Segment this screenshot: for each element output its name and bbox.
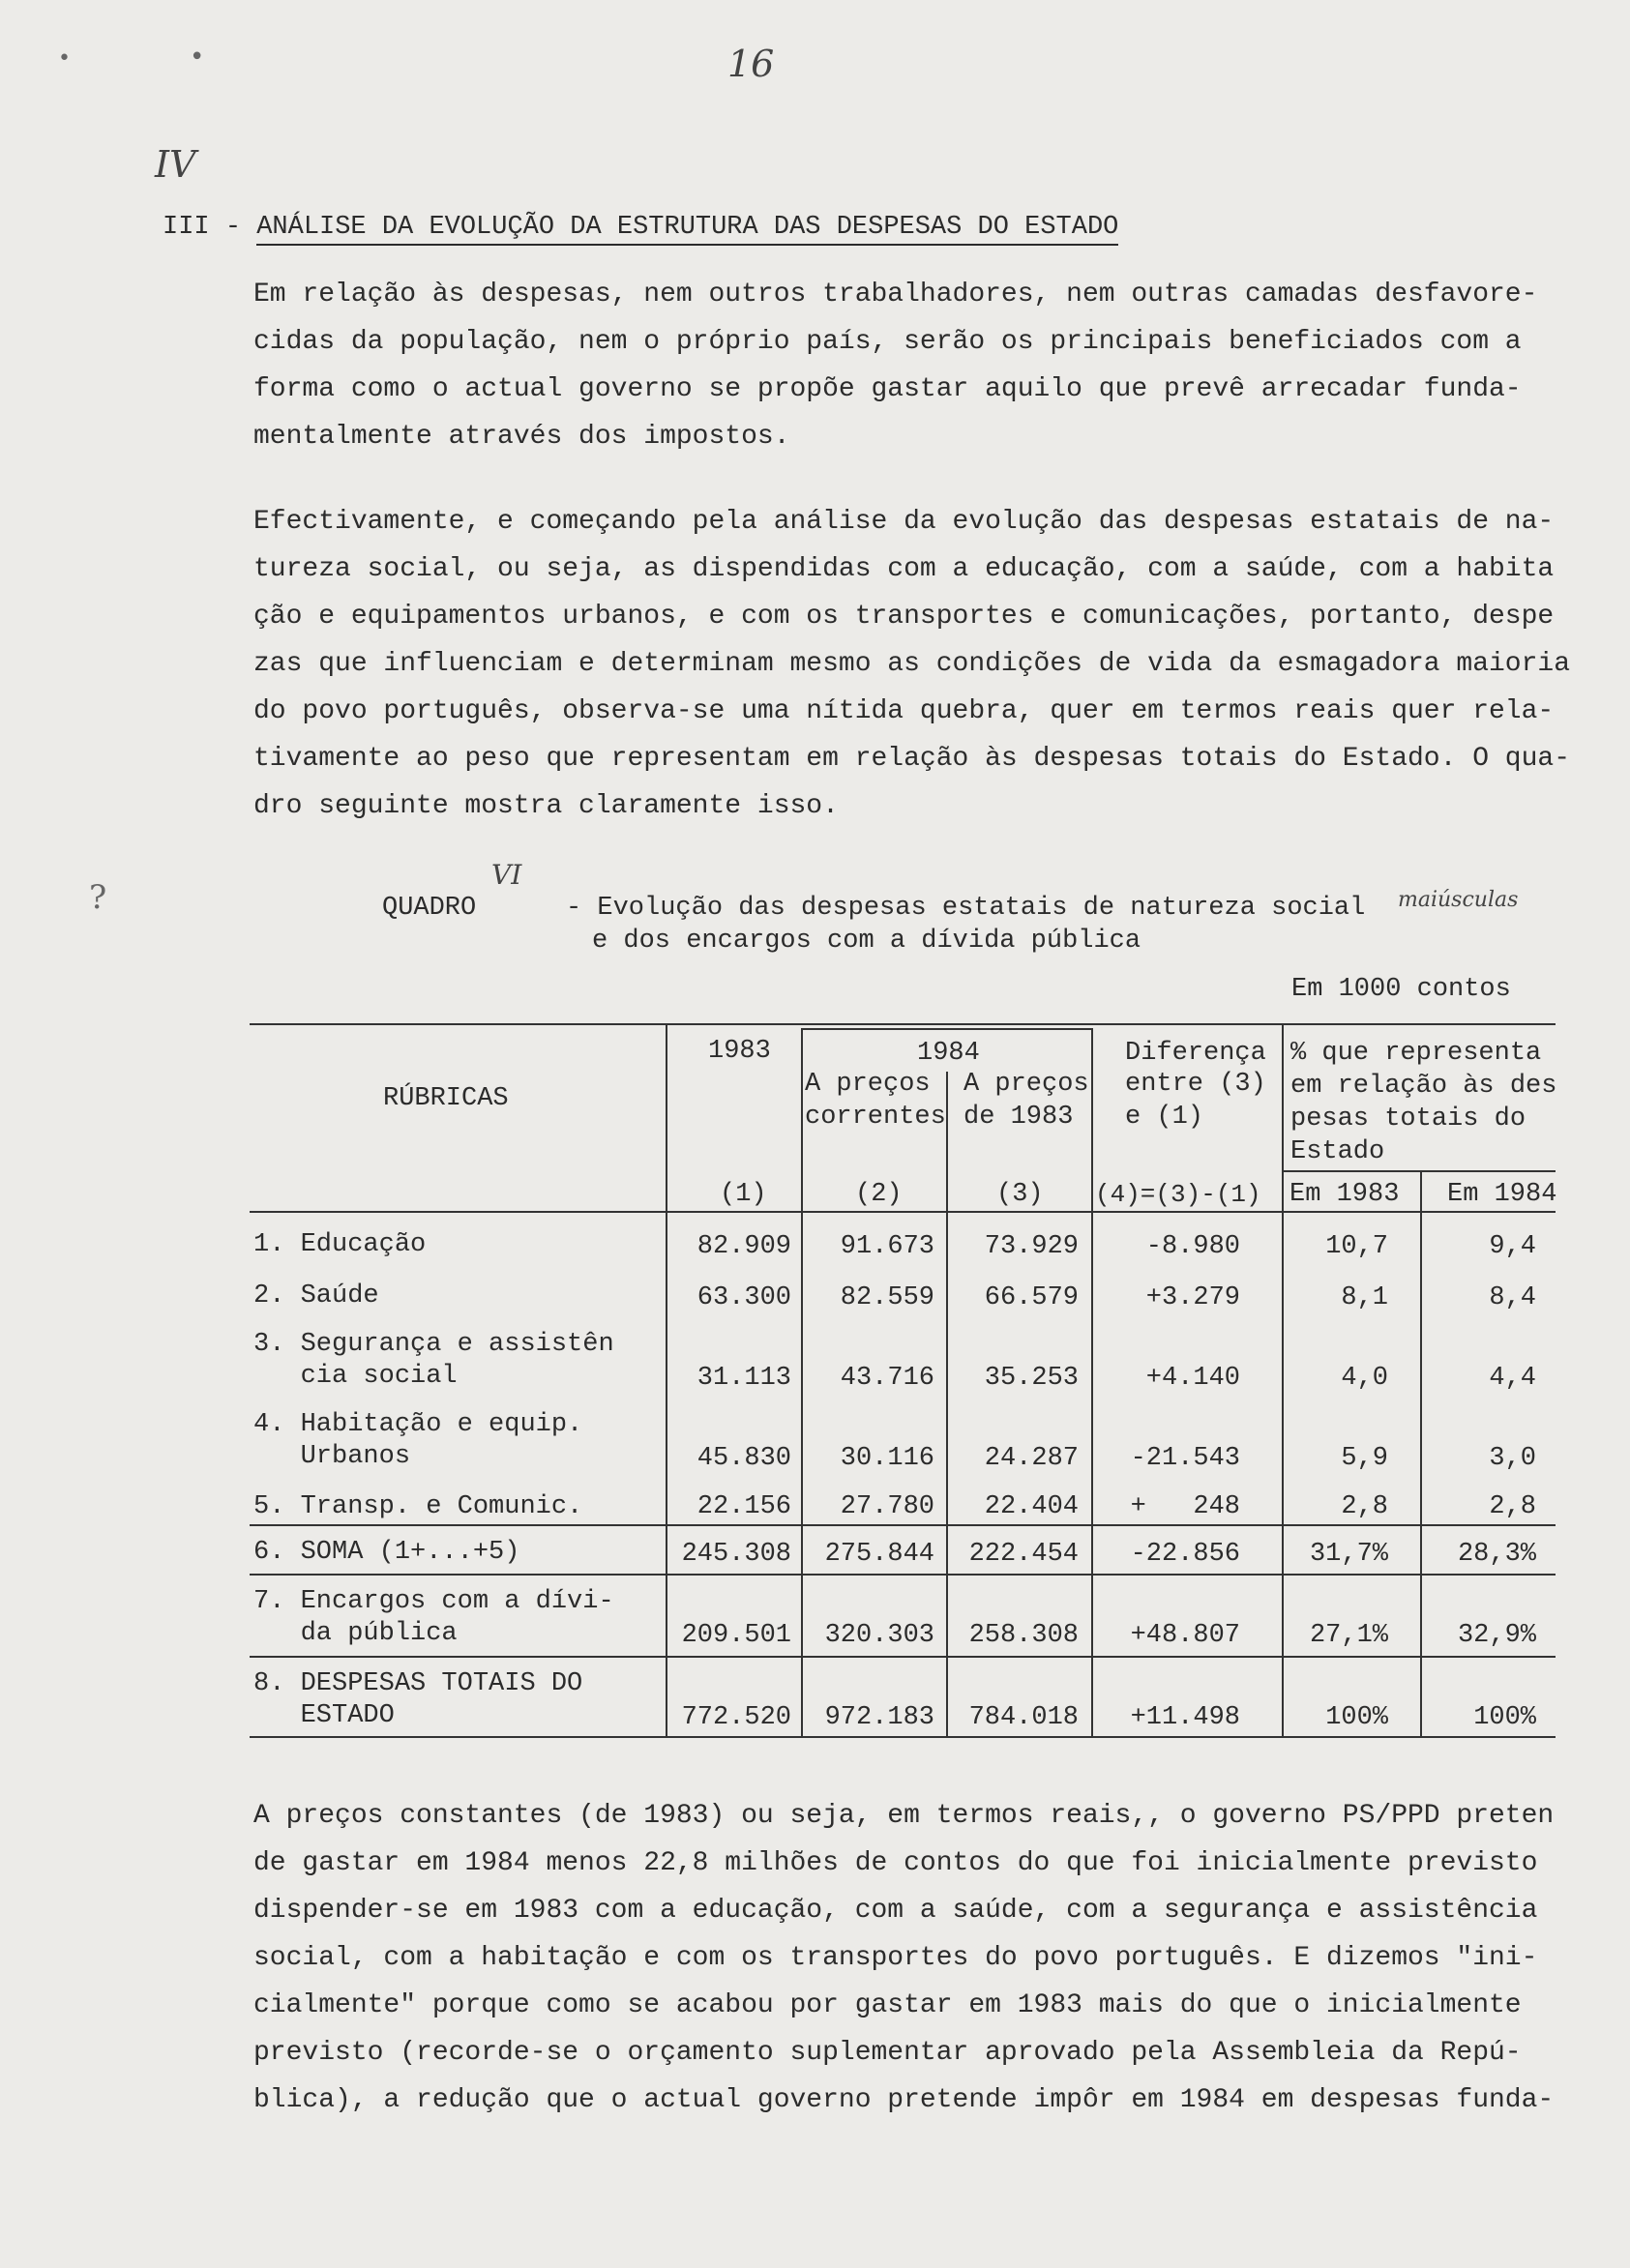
text-line: Em relação às despesas, nem outros trabalhadores, nem outras camadas desfavore- bbox=[253, 280, 1538, 309]
value-1983: 45.830 bbox=[696, 1444, 791, 1473]
heading-number: III bbox=[163, 213, 210, 242]
value-1984-constantes: 258.308 bbox=[968, 1621, 1079, 1650]
margin-question-mark: ? bbox=[89, 878, 107, 917]
handwritten-page-number: 16 bbox=[727, 43, 775, 85]
row-label: Urbanos bbox=[253, 1442, 411, 1471]
column-number: (1) bbox=[720, 1180, 767, 1209]
row-label: 2. Saúde bbox=[253, 1281, 379, 1311]
value-1984-correntes: 91.673 bbox=[840, 1232, 934, 1261]
value-1984-constantes: 22.404 bbox=[984, 1492, 1079, 1521]
value-pct-1984: 100% bbox=[1473, 1703, 1536, 1732]
text-line: do povo português, observa-se uma nítida quebra, quer em termos reais quer rela- bbox=[253, 696, 1555, 726]
column-number: (4)=(3)-(1) bbox=[1095, 1180, 1261, 1209]
value-1984-constantes: 66.579 bbox=[984, 1283, 1079, 1312]
column-em1983: Em 1983 bbox=[1289, 1180, 1400, 1209]
text-line: tureza social, ou seja, as dispendidas com a educação, com a saúde, com a habita bbox=[253, 554, 1555, 584]
column-number: (2) bbox=[855, 1180, 903, 1209]
row-label: da pública bbox=[253, 1619, 458, 1648]
text-line: forma como o actual governo se propõe gastar aquilo que prevê arrecadar funda- bbox=[253, 374, 1522, 404]
value-pct-1983: 8,1 bbox=[1341, 1283, 1388, 1312]
value-diferenca: -21.543 bbox=[1130, 1444, 1240, 1473]
column-number: (3) bbox=[996, 1180, 1044, 1209]
value-pct-1984: 2,8 bbox=[1489, 1492, 1536, 1521]
column-em1984: Em 1984 bbox=[1447, 1180, 1557, 1209]
quadro-label: QUADRO bbox=[382, 894, 477, 923]
text-line: A preços constantes (de 1983) ou seja, em termos reais,, o governo PS/PPD preten bbox=[253, 1801, 1555, 1831]
value-pct-1983: 100% bbox=[1325, 1703, 1388, 1732]
value-pct-1984: 8,4 bbox=[1489, 1283, 1536, 1312]
rule bbox=[250, 1023, 1556, 1025]
value-pct-1983: 31,7% bbox=[1309, 1540, 1388, 1569]
header-percent: em relação às des bbox=[1290, 1072, 1557, 1101]
row-label: 7. Encargos com a dívi- bbox=[253, 1587, 614, 1616]
value-1984-correntes: 82.559 bbox=[840, 1283, 934, 1312]
value-1984-constantes: 784.018 bbox=[968, 1703, 1079, 1732]
value-1984-correntes: 43.716 bbox=[840, 1364, 934, 1393]
value-diferenca: + 248 bbox=[1130, 1492, 1240, 1521]
text-line: mentalmente através dos impostos. bbox=[253, 422, 790, 452]
value-1984-constantes: 35.253 bbox=[984, 1364, 1079, 1393]
text-line: de gastar em 1984 menos 22,8 milhões de contos do que foi inicialmente previsto bbox=[253, 1848, 1538, 1878]
row-label: 4. Habitação e equip. bbox=[253, 1410, 583, 1439]
header-diferenca: e (1) bbox=[1125, 1103, 1204, 1132]
row-label: cia social bbox=[253, 1362, 458, 1391]
value-1984-correntes: 275.844 bbox=[824, 1540, 934, 1569]
header-constantes: de 1983 bbox=[963, 1103, 1074, 1132]
header-correntes: correntes bbox=[805, 1103, 946, 1132]
value-pct-1983: 2,8 bbox=[1341, 1492, 1388, 1521]
text-line: dispender-se em 1983 com a educação, com a saúde, com a segurança e assistência bbox=[253, 1896, 1538, 1926]
rule bbox=[1282, 1170, 1556, 1172]
text-line: previsto (recorde-se o orçamento suplementar aprovado pela Assembleia da Repú- bbox=[253, 2038, 1522, 2068]
text-line: zas que influenciam e determinam mesmo as condições de vida da esmagadora maioria bbox=[253, 649, 1571, 679]
header-percent: pesas totais do bbox=[1290, 1105, 1526, 1134]
value-1984-correntes: 972.183 bbox=[824, 1703, 934, 1732]
value-diferenca: +11.498 bbox=[1130, 1703, 1240, 1732]
header-1983: 1983 bbox=[708, 1037, 771, 1066]
margin-dot: • bbox=[58, 46, 71, 71]
value-diferenca: +3.279 bbox=[1145, 1283, 1240, 1312]
text-line: tivamente ao peso que representam em relação às despesas totais do Estado. O qua- bbox=[253, 744, 1571, 774]
header-percent: Estado bbox=[1290, 1137, 1385, 1166]
text-line: blica), a redução que o actual governo pretende impôr em 1984 em despesas funda- bbox=[253, 2085, 1555, 2115]
header-diferenca: Diferença bbox=[1125, 1039, 1266, 1068]
text-line: social, com a habitação e com os transportes do povo português. E dizemos "ini- bbox=[253, 1943, 1538, 1973]
header-1984: 1984 bbox=[917, 1039, 980, 1068]
text-line: cidas da população, nem o próprio país, serão os principais beneficiados com a bbox=[253, 327, 1522, 357]
value-pct-1984: 9,4 bbox=[1489, 1232, 1536, 1261]
header-correntes: A preços bbox=[805, 1070, 931, 1099]
row-label: 6. SOMA (1+...+5) bbox=[253, 1538, 520, 1567]
handwritten-section-mark: IV bbox=[155, 143, 196, 186]
rule bbox=[250, 1656, 1556, 1658]
value-pct-1983: 27,1% bbox=[1309, 1621, 1388, 1650]
value-1984-correntes: 27.780 bbox=[840, 1492, 934, 1521]
row-label: 5. Transp. e Comunic. bbox=[253, 1492, 583, 1521]
value-1983: 209.501 bbox=[681, 1621, 791, 1650]
value-diferenca: +48.807 bbox=[1130, 1621, 1240, 1650]
row-label: 8. DESPESAS TOTAIS DO bbox=[253, 1669, 583, 1698]
text-line: cialmente" porque como se acabou por gastar em 1983 mais do que o inicialmente bbox=[253, 1990, 1522, 2020]
value-1983: 82.909 bbox=[696, 1232, 791, 1261]
header-rubricas: RÚBRICAS bbox=[383, 1084, 509, 1113]
rule bbox=[250, 1574, 1556, 1576]
rule bbox=[250, 1524, 1556, 1526]
value-1983: 63.300 bbox=[696, 1283, 791, 1312]
header-constantes: A preços bbox=[963, 1070, 1089, 1099]
text-line: ção e equipamentos urbanos, e com os transportes e comunicações, portanto, despe bbox=[253, 602, 1555, 632]
header-percent: % que representa bbox=[1290, 1039, 1542, 1068]
value-diferenca: -22.856 bbox=[1130, 1540, 1240, 1569]
table-unit: Em 1000 contos bbox=[1291, 975, 1511, 1004]
value-diferenca: +4.140 bbox=[1145, 1364, 1240, 1393]
quadro-number: VI bbox=[491, 859, 522, 891]
margin-dot: • bbox=[190, 43, 205, 72]
quadro-title-line1: - Evolução das despesas estatais de natureza social bbox=[566, 894, 1366, 923]
header-diferenca: entre (3) bbox=[1125, 1070, 1266, 1099]
value-diferenca: -8.980 bbox=[1145, 1232, 1240, 1261]
value-1984-constantes: 24.287 bbox=[984, 1444, 1079, 1473]
value-1983: 22.156 bbox=[696, 1492, 791, 1521]
value-pct-1984: 3,0 bbox=[1489, 1444, 1536, 1473]
quadro-title-line2: e dos encargos com a dívida pública bbox=[592, 927, 1141, 956]
row-label: ESTADO bbox=[253, 1701, 395, 1730]
rule bbox=[801, 1028, 1091, 1030]
value-1984-correntes: 30.116 bbox=[840, 1444, 934, 1473]
text-line: Efectivamente, e começando pela análise da evolução das despesas estatais de na- bbox=[253, 507, 1555, 537]
value-1984-correntes: 320.303 bbox=[824, 1621, 934, 1650]
value-1983: 245.308 bbox=[681, 1540, 791, 1569]
row-label: 1. Educação bbox=[253, 1230, 427, 1259]
value-1984-constantes: 73.929 bbox=[984, 1232, 1079, 1261]
value-1983: 772.520 bbox=[681, 1703, 791, 1732]
value-pct-1983: 10,7 bbox=[1325, 1232, 1388, 1261]
row-label: 3. Segurança e assistên bbox=[253, 1330, 614, 1359]
heading-title: ANÁLISE DA EVOLUÇÃO DA ESTRUTURA DAS DESPESAS DO ESTADO bbox=[256, 213, 1118, 246]
text-line: dro seguinte mostra claramente isso. bbox=[253, 791, 839, 821]
value-1983: 31.113 bbox=[696, 1364, 791, 1393]
margin-note: maiúsculas bbox=[1398, 888, 1519, 912]
value-pct-1984: 4,4 bbox=[1489, 1364, 1536, 1393]
value-pct-1984: 28,3% bbox=[1457, 1540, 1536, 1569]
value-pct-1983: 4,0 bbox=[1341, 1364, 1388, 1393]
value-pct-1983: 5,9 bbox=[1341, 1444, 1388, 1473]
section-heading: III - ANÁLISE DA EVOLUÇÃO DA ESTRUTURA DAS DESPESAS DO ESTADO bbox=[163, 213, 1118, 242]
rule bbox=[250, 1736, 1556, 1738]
value-1984-constantes: 222.454 bbox=[968, 1540, 1079, 1569]
value-pct-1984: 32,9% bbox=[1457, 1621, 1536, 1650]
rule bbox=[250, 1211, 1556, 1213]
